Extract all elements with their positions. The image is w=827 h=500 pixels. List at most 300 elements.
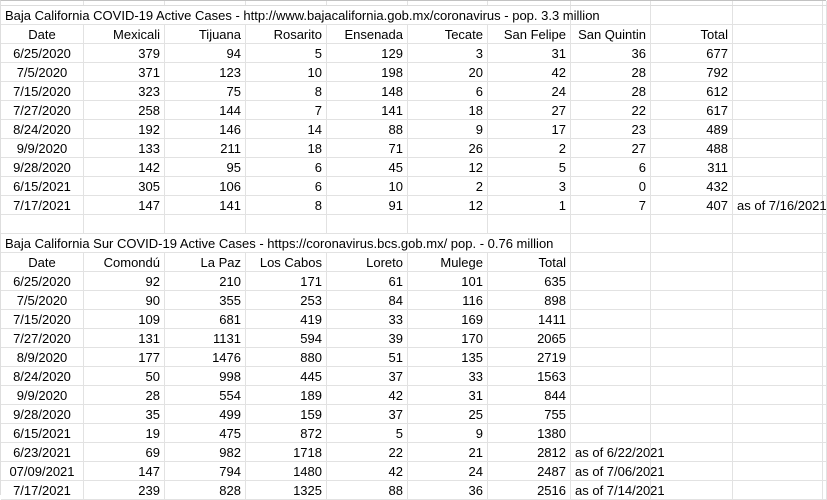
value-cell[interactable]: 170 — [408, 329, 488, 347]
sheet-row — [1, 443, 827, 462]
sheet-row — [1, 6, 827, 25]
empty-cell[interactable] — [651, 291, 733, 309]
value-cell[interactable]: 2 — [488, 139, 571, 157]
value-cell[interactable]: 9 — [408, 424, 488, 442]
sheet-row — [1, 310, 827, 329]
value-cell[interactable]: 311 — [651, 158, 733, 176]
value-cell[interactable]: 189 — [246, 386, 327, 404]
value-cell[interactable]: 2812 — [488, 443, 571, 461]
value-cell[interactable]: 355 — [165, 291, 246, 309]
value-cell[interactable]: 7 — [571, 196, 651, 214]
note-cell[interactable] — [571, 386, 651, 404]
value-cell[interactable]: 3 — [488, 177, 571, 195]
empty-cell[interactable] — [408, 215, 488, 233]
value-cell[interactable]: 1325 — [246, 481, 327, 499]
empty-cell[interactable] — [733, 443, 823, 461]
value-cell[interactable]: 844 — [488, 386, 571, 404]
value-cell[interactable]: 146 — [165, 120, 246, 138]
empty-cell[interactable] — [651, 481, 733, 499]
value-cell[interactable]: 3 — [408, 44, 488, 62]
value-cell[interactable]: 88 — [327, 120, 408, 138]
value-cell[interactable]: 499 — [165, 405, 246, 423]
value-cell[interactable]: 42 — [327, 462, 408, 480]
empty-cell[interactable] — [327, 1, 408, 5]
note-cell[interactable] — [733, 82, 823, 100]
note-cell[interactable] — [571, 310, 651, 328]
value-cell[interactable]: 71 — [327, 139, 408, 157]
value-cell[interactable]: 101 — [408, 272, 488, 290]
sheet-row — [1, 63, 827, 82]
date-cell[interactable]: 6/25/2020 — [1, 44, 84, 62]
value-cell[interactable]: 635 — [488, 272, 571, 290]
value-cell[interactable]: 6 — [246, 177, 327, 195]
value-cell[interactable]: 17 — [488, 120, 571, 138]
value-cell[interactable]: 35 — [84, 405, 165, 423]
value-cell[interactable]: 0 — [571, 177, 651, 195]
value-cell[interactable]: 23 — [571, 120, 651, 138]
date-cell[interactable]: 7/5/2020 — [1, 291, 84, 309]
empty-cell[interactable] — [651, 424, 733, 442]
column-header[interactable]: Loreto — [327, 253, 408, 271]
empty-cell[interactable] — [823, 63, 827, 81]
value-cell[interactable]: 1718 — [246, 443, 327, 461]
column-header[interactable]: Tijuana — [165, 25, 246, 43]
value-cell[interactable]: 9 — [408, 120, 488, 138]
date-cell[interactable]: 7/17/2021 — [1, 196, 84, 214]
value-cell[interactable]: 2065 — [488, 329, 571, 347]
value-cell[interactable]: 116 — [408, 291, 488, 309]
empty-cell[interactable] — [733, 367, 823, 385]
empty-cell[interactable] — [1, 215, 84, 233]
value-cell[interactable]: 1 — [488, 196, 571, 214]
value-cell[interactable]: 10 — [246, 63, 327, 81]
empty-cell[interactable] — [823, 481, 827, 499]
column-header[interactable]: Ensenada — [327, 25, 408, 43]
column-header[interactable]: Mulege — [408, 253, 488, 271]
value-cell[interactable]: 123 — [165, 63, 246, 81]
empty-cell[interactable] — [733, 462, 823, 480]
empty-cell[interactable] — [823, 348, 827, 366]
value-cell[interactable]: 1476 — [165, 348, 246, 366]
date-cell[interactable]: 8/24/2020 — [1, 120, 84, 138]
empty-cell[interactable] — [733, 1, 823, 5]
empty-cell[interactable] — [823, 101, 827, 119]
empty-cell[interactable] — [823, 120, 827, 138]
value-cell[interactable]: 45 — [327, 158, 408, 176]
column-header[interactable]: San Felipe — [488, 25, 571, 43]
value-cell[interactable]: 898 — [488, 291, 571, 309]
note-cell[interactable] — [733, 63, 823, 81]
note-cell[interactable] — [571, 291, 651, 309]
value-cell[interactable]: 14 — [246, 120, 327, 138]
empty-cell[interactable] — [823, 329, 827, 347]
value-cell[interactable]: 22 — [327, 443, 408, 461]
value-cell[interactable]: 6 — [571, 158, 651, 176]
empty-cell[interactable] — [651, 272, 733, 290]
value-cell[interactable]: 95 — [165, 158, 246, 176]
value-cell[interactable]: 192 — [84, 120, 165, 138]
value-cell[interactable]: 28 — [571, 82, 651, 100]
date-cell[interactable]: 9/9/2020 — [1, 386, 84, 404]
note-cell[interactable]: as of 7/06/2021 — [571, 462, 651, 480]
value-cell[interactable]: 25 — [408, 405, 488, 423]
column-header[interactable]: Comondú — [84, 253, 165, 271]
column-header[interactable]: Tecate — [408, 25, 488, 43]
value-cell[interactable]: 42 — [488, 63, 571, 81]
note-cell[interactable] — [733, 177, 823, 195]
value-cell[interactable]: 33 — [327, 310, 408, 328]
value-cell[interactable]: 90 — [84, 291, 165, 309]
note-cell[interactable] — [571, 367, 651, 385]
empty-cell[interactable] — [488, 1, 571, 5]
sheet-row — [1, 196, 827, 215]
value-cell[interactable]: 61 — [327, 272, 408, 290]
empty-cell[interactable] — [823, 215, 827, 233]
value-cell[interactable]: 253 — [246, 291, 327, 309]
empty-cell[interactable] — [408, 1, 488, 5]
value-cell[interactable]: 91 — [327, 196, 408, 214]
column-header[interactable]: Date — [1, 25, 84, 43]
empty-cell[interactable] — [651, 367, 733, 385]
value-cell[interactable]: 50 — [84, 367, 165, 385]
empty-cell[interactable] — [733, 253, 823, 271]
empty-cell[interactable] — [165, 215, 246, 233]
value-cell[interactable]: 141 — [327, 101, 408, 119]
column-header[interactable]: Total — [488, 253, 571, 271]
value-cell[interactable]: 133 — [84, 139, 165, 157]
value-cell[interactable]: 792 — [651, 63, 733, 81]
value-cell[interactable]: 109 — [84, 310, 165, 328]
date-cell[interactable]: 7/15/2020 — [1, 82, 84, 100]
value-cell[interactable]: 617 — [651, 101, 733, 119]
sheet-row — [1, 44, 827, 63]
value-cell[interactable]: 612 — [651, 82, 733, 100]
value-cell[interactable]: 7 — [246, 101, 327, 119]
sheet-row — [1, 177, 827, 196]
value-cell[interactable]: 407 — [651, 196, 733, 214]
empty-cell[interactable] — [823, 424, 827, 442]
note-cell[interactable] — [733, 120, 823, 138]
value-cell[interactable]: 144 — [165, 101, 246, 119]
value-cell[interactable]: 75 — [165, 82, 246, 100]
value-cell[interactable]: 5 — [246, 44, 327, 62]
value-cell[interactable]: 28 — [571, 63, 651, 81]
value-cell[interactable]: 998 — [165, 367, 246, 385]
empty-cell[interactable] — [1, 1, 84, 5]
value-cell[interactable]: 5 — [488, 158, 571, 176]
note-cell[interactable] — [733, 139, 823, 157]
value-cell[interactable]: 37 — [327, 405, 408, 423]
note-cell[interactable] — [733, 101, 823, 119]
value-cell[interactable]: 794 — [165, 462, 246, 480]
empty-cell[interactable] — [246, 215, 327, 233]
value-cell[interactable]: 148 — [327, 82, 408, 100]
value-cell[interactable]: 159 — [246, 405, 327, 423]
value-cell[interactable]: 26 — [408, 139, 488, 157]
value-cell[interactable]: 20 — [408, 63, 488, 81]
value-cell[interactable]: 141 — [165, 196, 246, 214]
empty-cell[interactable] — [733, 272, 823, 290]
empty-cell[interactable] — [84, 1, 165, 5]
empty-cell[interactable] — [823, 310, 827, 328]
empty-cell[interactable] — [823, 386, 827, 404]
value-cell[interactable]: 33 — [408, 367, 488, 385]
value-cell[interactable]: 432 — [651, 177, 733, 195]
date-cell[interactable]: 7/27/2020 — [1, 101, 84, 119]
sheet-row — [1, 291, 827, 310]
note-cell[interactable] — [733, 158, 823, 176]
sheet-row — [1, 253, 827, 272]
empty-cell[interactable] — [571, 1, 651, 5]
empty-cell[interactable] — [823, 44, 827, 62]
empty-cell[interactable] — [823, 291, 827, 309]
value-cell[interactable]: 142 — [84, 158, 165, 176]
date-cell[interactable]: 7/17/2021 — [1, 481, 84, 499]
empty-cell[interactable] — [733, 481, 823, 499]
empty-cell[interactable] — [823, 1, 827, 5]
value-cell[interactable]: 305 — [84, 177, 165, 195]
sheet-row — [1, 367, 827, 386]
empty-cell[interactable] — [823, 405, 827, 423]
empty-cell[interactable] — [651, 462, 733, 480]
column-header[interactable]: Los Cabos — [246, 253, 327, 271]
empty-cell[interactable] — [733, 348, 823, 366]
note-cell[interactable]: as of 7/16/2021 — [733, 196, 823, 214]
value-cell[interactable]: 147 — [84, 462, 165, 480]
value-cell[interactable]: 755 — [488, 405, 571, 423]
value-cell[interactable]: 828 — [165, 481, 246, 499]
date-cell[interactable]: 8/24/2020 — [1, 367, 84, 385]
empty-cell[interactable] — [823, 139, 827, 157]
date-cell[interactable]: 7/27/2020 — [1, 329, 84, 347]
value-cell[interactable]: 12 — [408, 196, 488, 214]
value-cell[interactable]: 872 — [246, 424, 327, 442]
value-cell[interactable]: 147 — [84, 196, 165, 214]
date-cell[interactable]: 8/9/2020 — [1, 348, 84, 366]
date-cell[interactable]: 07/09/2021 — [1, 462, 84, 480]
value-cell[interactable]: 21 — [408, 443, 488, 461]
column-header[interactable]: Date — [1, 253, 84, 271]
date-cell[interactable]: 6/15/2021 — [1, 177, 84, 195]
value-cell[interactable]: 2516 — [488, 481, 571, 499]
empty-cell[interactable] — [823, 367, 827, 385]
empty-cell[interactable] — [651, 386, 733, 404]
empty-cell[interactable] — [823, 443, 827, 461]
value-cell[interactable]: 31 — [488, 44, 571, 62]
value-cell[interactable]: 6 — [246, 158, 327, 176]
value-cell[interactable]: 323 — [84, 82, 165, 100]
value-cell[interactable]: 1131 — [165, 329, 246, 347]
column-header[interactable]: San Quintin — [571, 25, 651, 43]
value-cell[interactable]: 1480 — [246, 462, 327, 480]
note-cell[interactable] — [571, 272, 651, 290]
value-cell[interactable]: 445 — [246, 367, 327, 385]
empty-cell[interactable] — [651, 443, 733, 461]
empty-cell[interactable] — [651, 310, 733, 328]
value-cell[interactable]: 1411 — [488, 310, 571, 328]
value-cell[interactable]: 1563 — [488, 367, 571, 385]
empty-cell[interactable] — [571, 234, 651, 252]
empty-cell[interactable] — [651, 405, 733, 423]
empty-cell[interactable] — [651, 6, 733, 24]
value-cell[interactable]: 210 — [165, 272, 246, 290]
value-cell[interactable]: 37 — [327, 367, 408, 385]
empty-cell[interactable] — [733, 234, 823, 252]
value-cell[interactable]: 27 — [571, 139, 651, 157]
value-cell[interactable]: 24 — [488, 82, 571, 100]
empty-cell[interactable] — [823, 177, 827, 195]
value-cell[interactable]: 982 — [165, 443, 246, 461]
value-cell[interactable]: 28 — [84, 386, 165, 404]
empty-cell[interactable] — [488, 215, 571, 233]
note-cell[interactable]: as of 7/14/2021 — [571, 481, 651, 499]
note-cell[interactable] — [571, 405, 651, 423]
empty-cell[interactable] — [571, 215, 651, 233]
empty-cell[interactable] — [733, 291, 823, 309]
value-cell[interactable]: 258 — [84, 101, 165, 119]
value-cell[interactable]: 94 — [165, 44, 246, 62]
empty-cell[interactable] — [733, 329, 823, 347]
value-cell[interactable]: 2 — [408, 177, 488, 195]
value-cell[interactable]: 129 — [327, 44, 408, 62]
empty-cell[interactable] — [651, 215, 733, 233]
empty-cell[interactable] — [733, 25, 823, 43]
value-cell[interactable]: 8 — [246, 196, 327, 214]
empty-cell[interactable] — [165, 1, 246, 5]
value-cell[interactable]: 239 — [84, 481, 165, 499]
note-cell[interactable] — [571, 424, 651, 442]
value-cell[interactable]: 198 — [327, 63, 408, 81]
column-header[interactable]: Rosarito — [246, 25, 327, 43]
date-cell[interactable]: 9/28/2020 — [1, 158, 84, 176]
note-cell[interactable]: as of 6/22/2021 — [571, 443, 651, 461]
empty-cell[interactable] — [823, 158, 827, 176]
empty-cell[interactable] — [733, 215, 823, 233]
empty-cell[interactable] — [823, 6, 827, 24]
value-cell[interactable]: 69 — [84, 443, 165, 461]
empty-cell[interactable] — [733, 6, 823, 24]
sheet-row — [1, 348, 827, 367]
value-cell[interactable]: 131 — [84, 329, 165, 347]
sheet-row — [1, 424, 827, 443]
value-cell[interactable]: 84 — [327, 291, 408, 309]
empty-cell[interactable] — [84, 215, 165, 233]
value-cell[interactable]: 106 — [165, 177, 246, 195]
sheet-row — [1, 139, 827, 158]
sheet-row — [1, 272, 827, 291]
value-cell[interactable]: 594 — [246, 329, 327, 347]
empty-cell[interactable] — [571, 6, 651, 24]
value-cell[interactable]: 42 — [327, 386, 408, 404]
note-cell[interactable] — [571, 329, 651, 347]
empty-cell[interactable] — [651, 329, 733, 347]
empty-cell[interactable] — [823, 272, 827, 290]
value-cell[interactable]: 22 — [571, 101, 651, 119]
value-cell[interactable]: 135 — [408, 348, 488, 366]
value-cell[interactable]: 2719 — [488, 348, 571, 366]
empty-cell[interactable] — [823, 82, 827, 100]
empty-cell[interactable] — [823, 462, 827, 480]
column-header[interactable]: Total — [651, 25, 733, 43]
value-cell[interactable]: 36 — [408, 481, 488, 499]
value-cell[interactable]: 88 — [327, 481, 408, 499]
value-cell[interactable]: 19 — [84, 424, 165, 442]
value-cell[interactable]: 27 — [488, 101, 571, 119]
sheet-row — [1, 386, 827, 405]
value-cell[interactable]: 489 — [651, 120, 733, 138]
date-cell[interactable]: 6/23/2021 — [1, 443, 84, 461]
value-cell[interactable]: 371 — [84, 63, 165, 81]
empty-cell[interactable] — [571, 253, 651, 271]
value-cell[interactable]: 6 — [408, 82, 488, 100]
date-cell[interactable]: 9/9/2020 — [1, 139, 84, 157]
value-cell[interactable]: 2487 — [488, 462, 571, 480]
value-cell[interactable]: 475 — [165, 424, 246, 442]
value-cell[interactable]: 554 — [165, 386, 246, 404]
note-cell[interactable] — [733, 44, 823, 62]
value-cell[interactable]: 10 — [327, 177, 408, 195]
empty-cell[interactable] — [246, 1, 327, 5]
value-cell[interactable]: 169 — [408, 310, 488, 328]
note-cell[interactable] — [571, 348, 651, 366]
value-cell[interactable]: 36 — [571, 44, 651, 62]
empty-cell[interactable] — [733, 424, 823, 442]
empty-cell[interactable] — [823, 25, 827, 43]
value-cell[interactable]: 39 — [327, 329, 408, 347]
empty-cell[interactable] — [733, 405, 823, 423]
empty-cell[interactable] — [651, 348, 733, 366]
value-cell[interactable]: 12 — [408, 158, 488, 176]
value-cell[interactable]: 488 — [651, 139, 733, 157]
column-header[interactable]: La Paz — [165, 253, 246, 271]
value-cell[interactable]: 51 — [327, 348, 408, 366]
date-cell[interactable]: 9/28/2020 — [1, 405, 84, 423]
value-cell[interactable]: 5 — [327, 424, 408, 442]
date-cell[interactable]: 7/15/2020 — [1, 310, 84, 328]
value-cell[interactable]: 18 — [246, 139, 327, 157]
value-cell[interactable]: 18 — [408, 101, 488, 119]
value-cell[interactable]: 177 — [84, 348, 165, 366]
empty-cell[interactable] — [733, 310, 823, 328]
empty-cell[interactable] — [651, 1, 733, 5]
empty-cell[interactable] — [823, 253, 827, 271]
date-cell[interactable]: 6/25/2020 — [1, 272, 84, 290]
value-cell[interactable]: 677 — [651, 44, 733, 62]
empty-cell[interactable] — [651, 234, 733, 252]
table-title[interactable]: Baja California Sur COVID-19 Active Cases - https://coronavirus.bcs.gob.mx/ pop. - 0.76 million — [1, 234, 571, 252]
empty-cell[interactable] — [327, 215, 408, 233]
value-cell[interactable]: 24 — [408, 462, 488, 480]
value-cell[interactable]: 681 — [165, 310, 246, 328]
value-cell[interactable]: 171 — [246, 272, 327, 290]
value-cell[interactable]: 31 — [408, 386, 488, 404]
empty-cell[interactable] — [733, 386, 823, 404]
value-cell[interactable]: 8 — [246, 82, 327, 100]
value-cell[interactable]: 880 — [246, 348, 327, 366]
date-cell[interactable]: 6/15/2021 — [1, 424, 84, 442]
empty-cell[interactable] — [823, 196, 827, 214]
column-header[interactable]: Mexicali — [84, 25, 165, 43]
empty-cell[interactable] — [823, 234, 827, 252]
date-cell[interactable]: 7/5/2020 — [1, 63, 84, 81]
empty-cell[interactable] — [651, 253, 733, 271]
value-cell[interactable]: 419 — [246, 310, 327, 328]
value-cell[interactable]: 92 — [84, 272, 165, 290]
value-cell[interactable]: 379 — [84, 44, 165, 62]
value-cell[interactable]: 211 — [165, 139, 246, 157]
table-title[interactable]: Baja California COVID-19 Active Cases - http://www.bajacalifornia.gob.mx/coronavirus - pop. 3.3 million — [1, 6, 571, 24]
value-cell[interactable]: 1380 — [488, 424, 571, 442]
